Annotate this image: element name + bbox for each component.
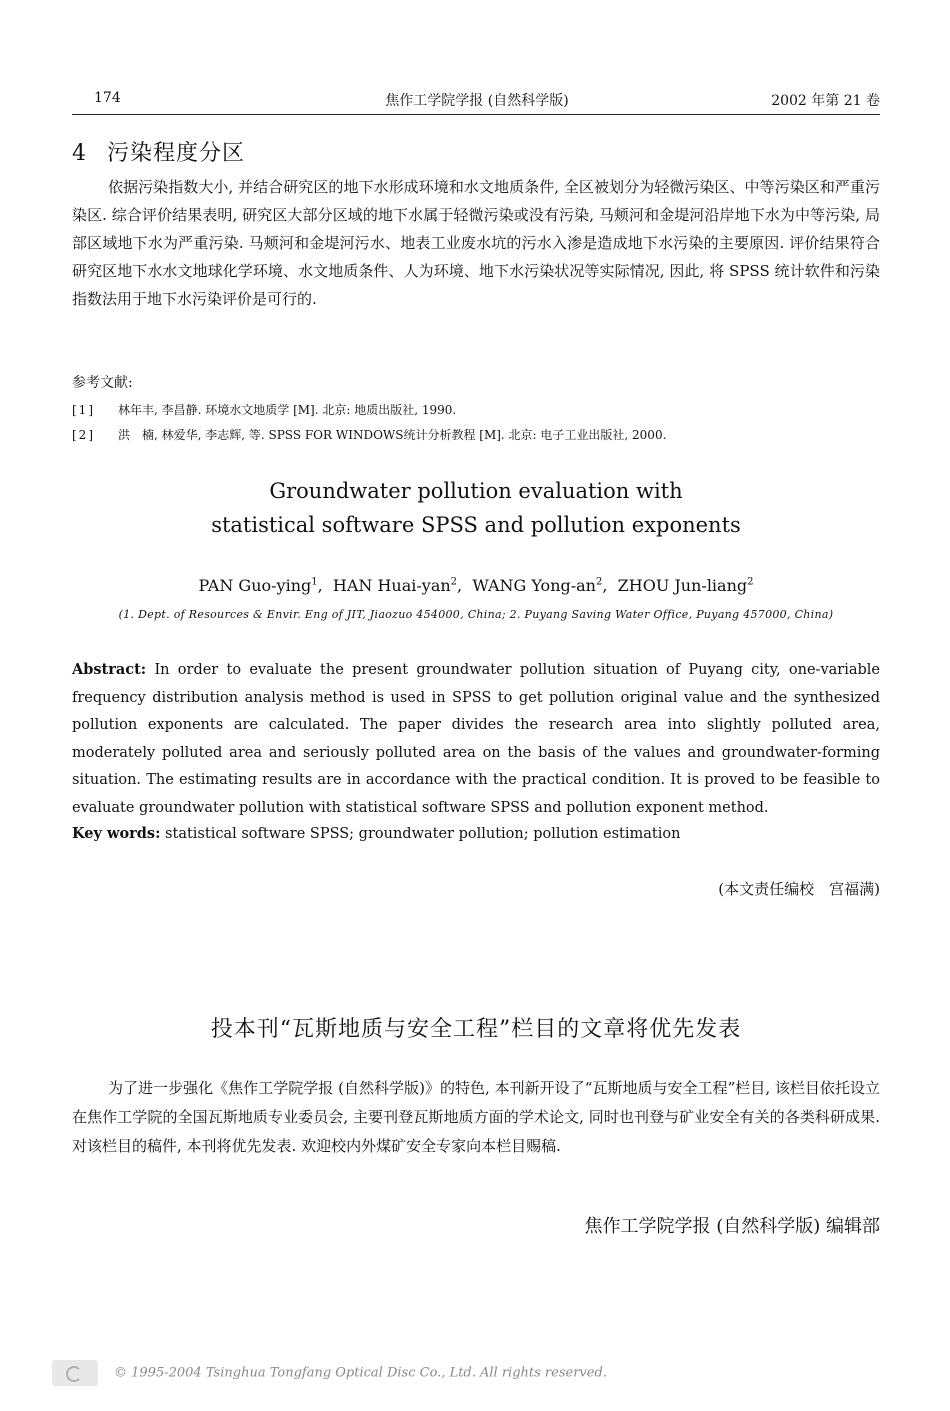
keywords <box>72 822 880 846</box>
author-affil-mark: 1 <box>311 576 318 588</box>
reference-text: 洪 楠, 林爱华, 李志辉, 等. SPSS FOR WINDOWS统计分析教程 [M]. 北京: 电子工业出版社, 2000. <box>118 428 667 442</box>
publisher-logo-icon <box>52 1360 98 1386</box>
section-heading <box>72 136 245 167</box>
notice-body: 为了进一步强化《焦作工学院学报 (自然科学版)》的特色, 本刊新开设了“瓦斯地质与安全工程”栏目, 该栏目依托设立在焦作工学院的全国瓦斯地质专业委员会, 主要刊登瓦斯地质方面的学术论文, 同时也刊登与矿业安全有关的各类科研成果. 对该栏目的稿件, 本刊将优先发表. 欢迎校内外煤矿安全专家向本栏目赐稿. <box>72 1079 880 1155</box>
author-affil-mark: 2 <box>450 576 458 588</box>
notice-title: 投本刊“瓦斯地质与安全工程”栏目的文章将优先发表 <box>210 1017 742 1042</box>
reference-number: [2] <box>72 428 95 442</box>
volume-info: 2002 年第 21 卷 <box>771 93 880 109</box>
abstract-label: Abstract: <box>72 661 147 678</box>
author-name: WANG Yong-an <box>472 576 596 595</box>
affiliation: (1. Dept. of Resources & Envir. Eng of JIT, Jiaozuo 454000, China; 2. Puyang Saving Water Office, Puyang 457000, China) <box>118 608 834 621</box>
notice-signature: 焦作工学院学报 (自然科学版) 编辑部 <box>584 1216 880 1237</box>
author-name: PAN Guo-ying <box>198 576 312 595</box>
keywords-text: statistical software SPSS; groundwater pollution; pollution estimation <box>165 826 681 842</box>
copyright-footer <box>52 1360 607 1388</box>
section-paragraph: 依据污染指数大小, 并结合研究区的地下水形成环境和水文地质条件, 全区被划分为轻微污染区、中等污染区和严重污染区. 综合评价结果表明, 研究区大部分区域的地下水属于轻微污染或没有污染, 马颊河和金堤河沿岸地下水为中等污染, 局部区域地下水为严重污染. 马颊河和金堤河污水、地表工业废水坑的污水入渗是造成地下水污染的主要原因. 评价结果符合研究区地下水水文地球化学环境、水文地质条件、人为环境、地下水污染状况等实际情况, 因此, 将 SPSS 统计软件和污染指数法用于地下水污染评价是可行的. <box>72 178 880 308</box>
author-affil-mark: 2 <box>747 576 754 588</box>
abstract <box>72 656 880 822</box>
author-list: PAN Guo-ying$^1$, HAN Huai-yan$^2$, WANG Yong-$an^2$, ZHOU Jun-liang$^2$ <box>198 576 754 595</box>
reference-text: 林年丰, 李昌静. 环境水文地质学 [M]. 北京: 地质出版社, 1990. <box>118 403 457 417</box>
section-title: 污染程度分区 <box>107 141 246 166</box>
running-header <box>72 88 880 115</box>
english-title <box>72 474 880 542</box>
editor-note: (本文责任编校 宫福满) <box>718 880 880 898</box>
abstract-text: In order to evaluate the present groundwater pollution situation of Puyang city, one-variable frequency distribution analysis method is used in SPSS to get pollution original value and the synthesized pollution exponents are calculated. The paper divides the research area into slightly polluted area, moderately polluted area and seriously polluted area on the basis of the values and groundwater-forming situation. The estimating results are in accordance with the practical condition. It is proved to be feasible to evaluate groundwater pollution with statistical software SPSS and pollution exponent method. <box>72 662 881 816</box>
author-name: HAN Huai-yan <box>332 576 451 595</box>
author-name: ZHOU Jun-liang <box>617 576 748 595</box>
reference-item <box>72 426 880 443</box>
keywords-label: Key words: <box>72 825 161 842</box>
english-title-line: Groundwater pollution evaluation with <box>269 479 683 503</box>
copyright-text: © 1995-2004 Tsinghua Tongfang Optical Disc Co., Ltd. All rights reserved. <box>114 1365 607 1381</box>
page-number: 174 <box>94 90 121 106</box>
section-number: 4 <box>72 141 87 166</box>
reference-item <box>72 401 880 418</box>
journal-name: 焦作工学院学报 (自然科学版) <box>385 93 569 109</box>
english-title-line: statistical software SPSS and pollution exponents <box>211 513 741 537</box>
references-title: 参考文献: <box>72 375 133 391</box>
author-affil-mark: 2 <box>595 576 603 588</box>
reference-number: [1] <box>72 403 95 417</box>
